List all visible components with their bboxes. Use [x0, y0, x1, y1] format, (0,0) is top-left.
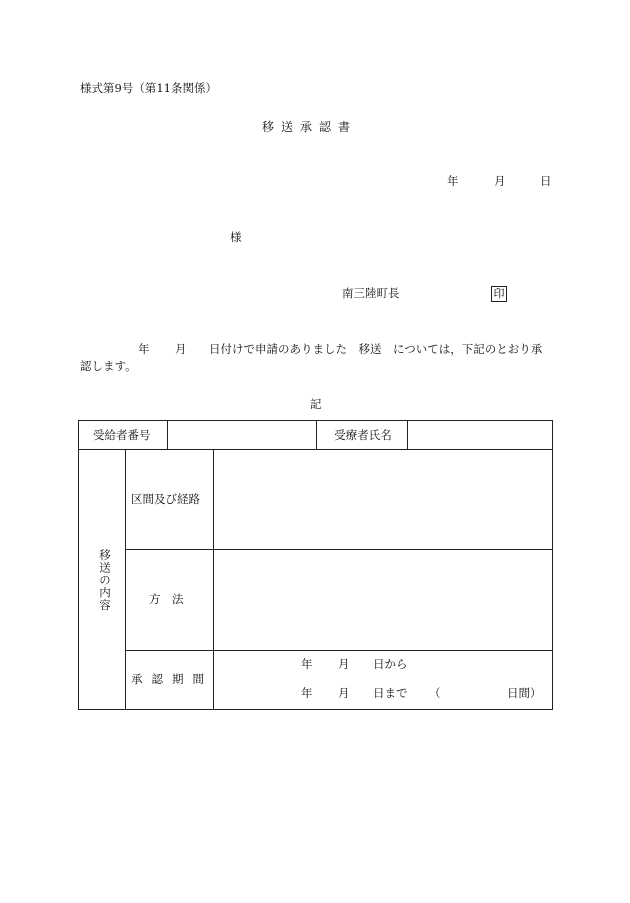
section-route-label: 区間及び経路 — [131, 492, 200, 506]
body-month-label: 月 — [175, 342, 187, 356]
period-to-month: 月 — [338, 686, 350, 700]
body-line-2: 認します。 — [80, 359, 137, 373]
approval-period-label: 承認期間 — [131, 672, 213, 686]
table-rule — [125, 650, 552, 651]
date-year-label: 年 — [447, 174, 459, 188]
document-title: 移送承認書 — [262, 120, 358, 134]
period-from-year: 年 — [301, 657, 313, 671]
date-day-label: 日 — [540, 174, 552, 188]
period-days-open: （ — [429, 686, 441, 700]
recipient-honorific: 様 — [230, 230, 242, 244]
method-label: 方 法 — [149, 592, 184, 606]
issuer-name: 南三陸町長 — [342, 286, 400, 300]
transfer-details-label: 移送の内容 — [98, 549, 112, 612]
form-number: 様式第9号（第11条関係） — [80, 81, 217, 95]
body-year-label: 年 — [138, 342, 150, 356]
recipient-number-label: 受給者番号 — [93, 428, 151, 442]
note-heading: 記 — [310, 397, 322, 411]
period-days-close: 日間） — [507, 686, 542, 700]
recipient-number-field[interactable] — [168, 422, 315, 448]
date-month-label: 月 — [494, 174, 506, 188]
seal-mark: 印 — [491, 286, 507, 302]
method-field[interactable] — [214, 550, 551, 649]
body-line-1: 日付けで申請のありました 移送 については，下記のとおり承 — [209, 342, 543, 356]
patient-name-field[interactable] — [408, 422, 551, 448]
period-from-month: 月 — [338, 657, 350, 671]
table-rule — [125, 449, 126, 709]
period-to-suffix: 日まで — [373, 686, 408, 700]
patient-name-label: 受療者氏名 — [334, 428, 392, 442]
section-route-field[interactable] — [214, 450, 551, 548]
period-to-year: 年 — [301, 686, 313, 700]
period-from-suffix: 日から — [373, 657, 408, 671]
transfer-table — [78, 420, 553, 710]
table-rule — [316, 421, 317, 449]
